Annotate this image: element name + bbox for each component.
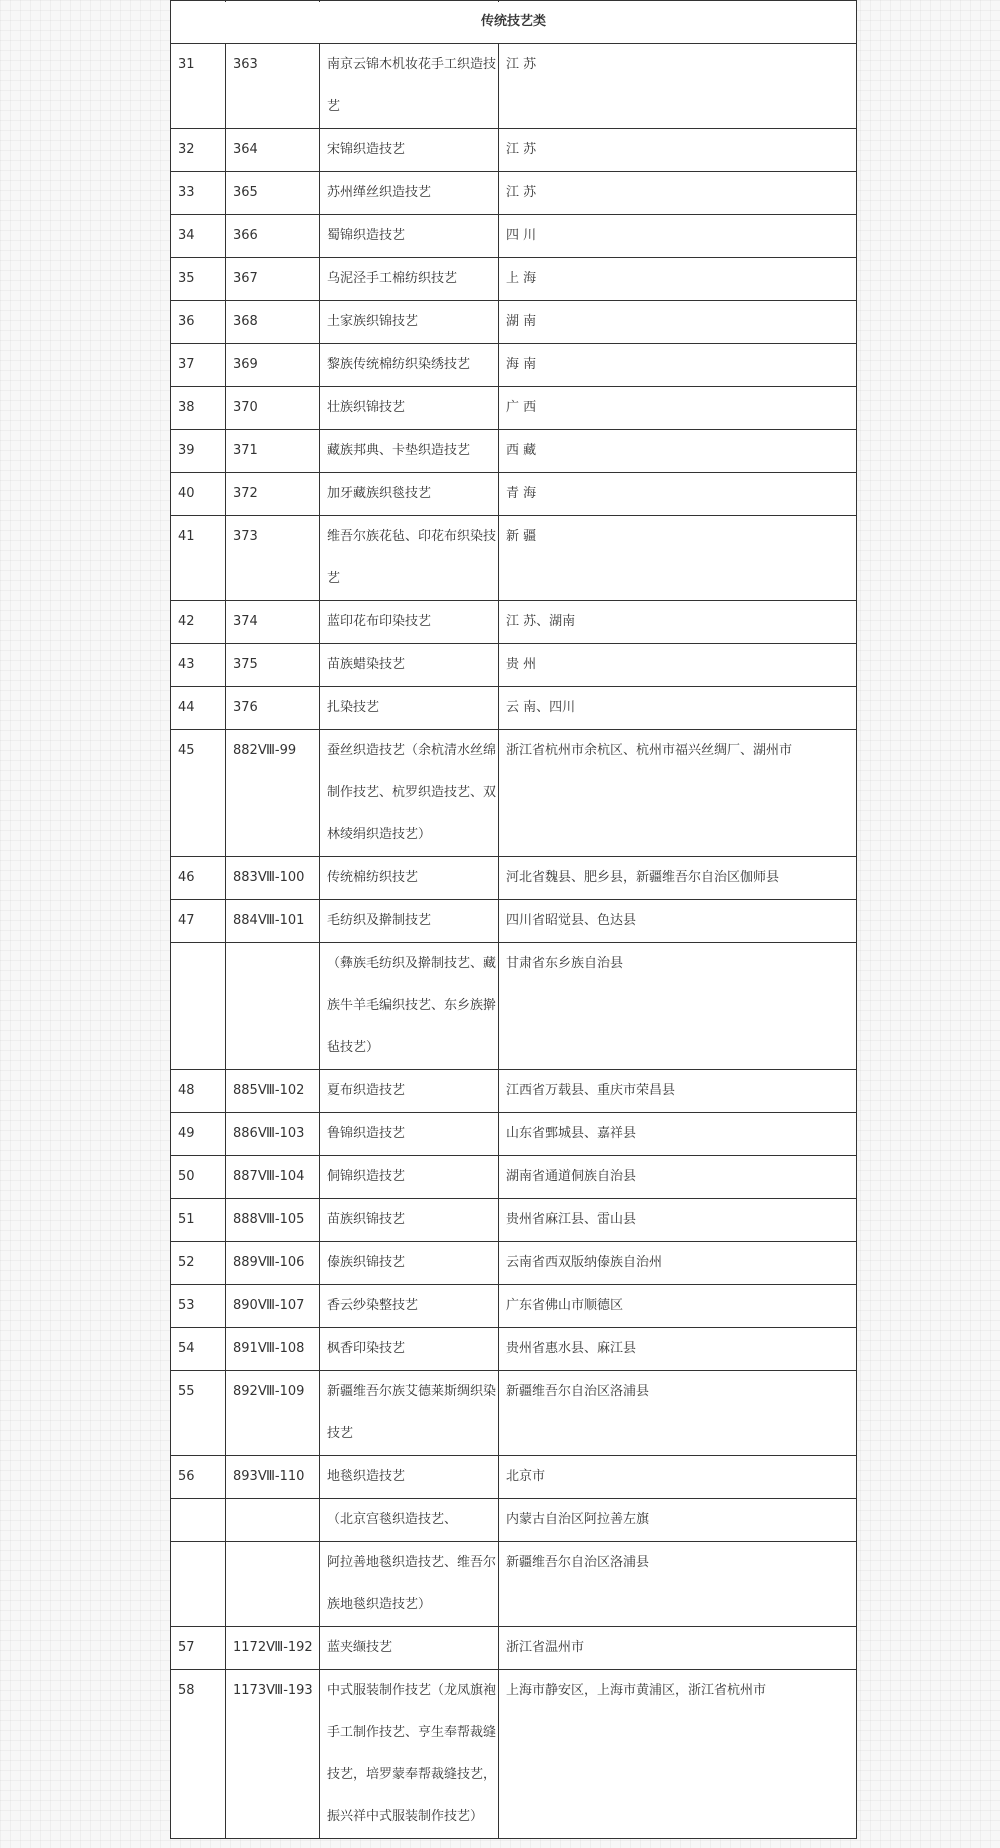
row-number-cell: 52 — [171, 1242, 226, 1285]
column-divider-stub — [498, 0, 499, 2]
table-row — [171, 1670, 857, 1839]
table-row — [171, 1627, 857, 1670]
table-row — [171, 687, 857, 730]
project-name-cell: 宋锦织造技艺 — [320, 129, 499, 172]
project-code-cell: 364 — [226, 129, 320, 172]
project-name-cell: 传统棉纺织技艺 — [320, 857, 499, 900]
table-row — [171, 1371, 857, 1456]
table-row — [171, 857, 857, 900]
table-row — [171, 943, 857, 1070]
region-cell: 广 西 — [499, 387, 857, 430]
row-number-cell: 44 — [171, 687, 226, 730]
row-number-cell: 48 — [171, 1070, 226, 1113]
project-name-cell: 黎族传统棉纺织染绣技艺 — [320, 344, 499, 387]
row-number-cell: 37 — [171, 344, 226, 387]
project-code-cell: 363 — [226, 44, 320, 129]
table-row — [171, 258, 857, 301]
row-number-cell: 51 — [171, 1199, 226, 1242]
project-code-cell: 890Ⅷ-107 — [226, 1285, 320, 1328]
region-cell: 贵州省麻江县、雷山县 — [499, 1199, 857, 1242]
region-cell: 内蒙古自治区阿拉善左旗 — [499, 1499, 857, 1542]
project-code-cell: 370 — [226, 387, 320, 430]
project-name-cell: 乌泥泾手工棉纺织技艺 — [320, 258, 499, 301]
project-name-cell: 藏族邦典、卡垫织造技艺 — [320, 430, 499, 473]
project-name-cell: 侗锦织造技艺 — [320, 1156, 499, 1199]
region-cell: 江 苏、湖南 — [499, 601, 857, 644]
row-number-cell: 34 — [171, 215, 226, 258]
project-code-cell: 375 — [226, 644, 320, 687]
project-code-cell: 888Ⅷ-105 — [226, 1199, 320, 1242]
table-row — [171, 1542, 857, 1627]
table-row — [171, 129, 857, 172]
row-number-cell: 40 — [171, 473, 226, 516]
region-cell: 山东省鄄城县、嘉祥县 — [499, 1113, 857, 1156]
row-number-cell: 33 — [171, 172, 226, 215]
project-name-cell: 枫香印染技艺 — [320, 1328, 499, 1371]
row-number-cell: 53 — [171, 1285, 226, 1328]
region-cell: 上 海 — [499, 258, 857, 301]
project-name-cell: 苗族织锦技艺 — [320, 1199, 499, 1242]
project-name-cell: 蓝夹缬技艺 — [320, 1627, 499, 1670]
project-name-cell: 维吾尔族花毡、印花布织染技艺 — [320, 516, 499, 601]
row-number-cell: 47 — [171, 900, 226, 943]
project-code-cell: 893Ⅷ-110 — [226, 1456, 320, 1499]
project-code-cell: 883Ⅷ-100 — [226, 857, 320, 900]
project-name-cell: 阿拉善地毯织造技艺、维吾尔族地毯织造技艺） — [320, 1542, 499, 1627]
row-number-cell: 43 — [171, 644, 226, 687]
table-row — [171, 1242, 857, 1285]
region-cell: 新 疆 — [499, 516, 857, 601]
table-row — [171, 1156, 857, 1199]
row-number-cell: 36 — [171, 301, 226, 344]
table-row — [171, 44, 857, 129]
row-number-cell: 42 — [171, 601, 226, 644]
region-cell: 江 苏 — [499, 129, 857, 172]
project-name-cell: 地毯织造技艺 — [320, 1456, 499, 1499]
region-cell: 甘肃省东乡族自治县 — [499, 943, 857, 1070]
table-row — [171, 387, 857, 430]
region-cell: 贵州省惠水县、麻江县 — [499, 1328, 857, 1371]
project-name-cell: 毛纺织及擀制技艺 — [320, 900, 499, 943]
project-code-cell: 887Ⅷ-104 — [226, 1156, 320, 1199]
row-number-cell: 45 — [171, 730, 226, 857]
project-name-cell: 蚕丝织造技艺（余杭清水丝绵制作技艺、杭罗织造技艺、双林绫绢织造技艺） — [320, 730, 499, 857]
project-name-cell: 中式服装制作技艺（龙凤旗袍手工制作技艺、亨生奉帮裁缝技艺，培罗蒙奉帮裁缝技艺，振兴祥中式服装制作技艺） — [320, 1670, 499, 1839]
row-number-cell: 57 — [171, 1627, 226, 1670]
project-code-cell: 372 — [226, 473, 320, 516]
region-cell: 四川省昭觉县、色达县 — [499, 900, 857, 943]
table-row — [171, 1285, 857, 1328]
project-name-cell: 壮族织锦技艺 — [320, 387, 499, 430]
table-row — [171, 1456, 857, 1499]
region-cell: 江 苏 — [499, 44, 857, 129]
row-number-cell: 41 — [171, 516, 226, 601]
row-number-cell: 46 — [171, 857, 226, 900]
row-number-cell: 49 — [171, 1113, 226, 1156]
project-code-cell — [226, 943, 320, 1070]
region-cell: 上海市静安区，上海市黄浦区，浙江省杭州市 — [499, 1670, 857, 1839]
row-number-cell: 55 — [171, 1371, 226, 1456]
region-cell: 湖 南 — [499, 301, 857, 344]
row-number-cell: 38 — [171, 387, 226, 430]
region-cell: 北京市 — [499, 1456, 857, 1499]
row-number-cell — [171, 1542, 226, 1627]
section-title-row — [171, 1, 857, 44]
project-code-cell: 1172Ⅷ-192 — [226, 1627, 320, 1670]
project-code-cell: 889Ⅷ-106 — [226, 1242, 320, 1285]
project-name-cell: （北京宫毯织造技艺、 — [320, 1499, 499, 1542]
project-code-cell: 368 — [226, 301, 320, 344]
project-name-cell: 加牙藏族织毯技艺 — [320, 473, 499, 516]
project-code-cell: 367 — [226, 258, 320, 301]
row-number-cell: 58 — [171, 1670, 226, 1839]
project-code-cell — [226, 1542, 320, 1627]
project-code-cell: 365 — [226, 172, 320, 215]
column-divider-stub — [225, 0, 226, 2]
region-cell: 青 海 — [499, 473, 857, 516]
region-cell: 海 南 — [499, 344, 857, 387]
project-code-cell: 885Ⅷ-102 — [226, 1070, 320, 1113]
table-row — [171, 730, 857, 857]
table-row — [171, 644, 857, 687]
row-number-cell: 31 — [171, 44, 226, 129]
region-cell: 云 南、四川 — [499, 687, 857, 730]
row-number-cell — [171, 943, 226, 1070]
region-cell: 云南省西双版纳傣族自治州 — [499, 1242, 857, 1285]
project-name-cell: 苏州缂丝织造技艺 — [320, 172, 499, 215]
table-row — [171, 1113, 857, 1156]
region-cell: 四 川 — [499, 215, 857, 258]
project-code-cell: 886Ⅷ-103 — [226, 1113, 320, 1156]
table-body — [171, 1, 857, 1839]
project-name-cell: 扎染技艺 — [320, 687, 499, 730]
heritage-table — [170, 0, 857, 1839]
table-row — [171, 430, 857, 473]
project-name-cell: 蓝印花布印染技艺 — [320, 601, 499, 644]
row-number-cell: 35 — [171, 258, 226, 301]
table-row — [171, 172, 857, 215]
project-code-cell: 371 — [226, 430, 320, 473]
table-row — [171, 516, 857, 601]
project-name-cell: （彝族毛纺织及擀制技艺、藏族牛羊毛编织技艺、东乡族擀毡技艺） — [320, 943, 499, 1070]
project-name-cell: 香云纱染整技艺 — [320, 1285, 499, 1328]
row-number-cell: 56 — [171, 1456, 226, 1499]
project-code-cell: 884Ⅷ-101 — [226, 900, 320, 943]
document-sheet — [170, 0, 856, 1839]
column-divider-stub — [319, 0, 320, 2]
project-name-cell: 傣族织锦技艺 — [320, 1242, 499, 1285]
region-cell: 浙江省杭州市余杭区、杭州市福兴丝绸厂、湖州市 — [499, 730, 857, 857]
project-code-cell: 882Ⅷ-99 — [226, 730, 320, 857]
table-row — [171, 1328, 857, 1371]
table-row — [171, 1070, 857, 1113]
project-name-cell: 苗族蜡染技艺 — [320, 644, 499, 687]
region-cell: 贵 州 — [499, 644, 857, 687]
project-code-cell: 376 — [226, 687, 320, 730]
project-code-cell: 892Ⅷ-109 — [226, 1371, 320, 1456]
project-code-cell: 1173Ⅷ-193 — [226, 1670, 320, 1839]
region-cell: 广东省佛山市顺德区 — [499, 1285, 857, 1328]
project-name-cell: 新疆维吾尔族艾德莱斯绸织染技艺 — [320, 1371, 499, 1456]
region-cell: 新疆维吾尔自治区洛浦县 — [499, 1371, 857, 1456]
project-name-cell: 蜀锦织造技艺 — [320, 215, 499, 258]
project-code-cell — [226, 1499, 320, 1542]
region-cell: 新疆维吾尔自治区洛浦县 — [499, 1542, 857, 1627]
project-code-cell: 369 — [226, 344, 320, 387]
table-row — [171, 301, 857, 344]
row-number-cell: 50 — [171, 1156, 226, 1199]
project-name-cell: 夏布织造技艺 — [320, 1070, 499, 1113]
region-cell: 湖南省通道侗族自治县 — [499, 1156, 857, 1199]
table-row — [171, 215, 857, 258]
table-row — [171, 1199, 857, 1242]
region-cell: 河北省魏县、肥乡县，新疆维吾尔自治区伽师县 — [499, 857, 857, 900]
row-number-cell: 54 — [171, 1328, 226, 1371]
project-code-cell: 373 — [226, 516, 320, 601]
table-row — [171, 473, 857, 516]
project-code-cell: 891Ⅷ-108 — [226, 1328, 320, 1371]
row-number-cell: 39 — [171, 430, 226, 473]
section-title: 传统技艺类 — [171, 1, 857, 44]
table-row — [171, 601, 857, 644]
project-name-cell: 鲁锦织造技艺 — [320, 1113, 499, 1156]
project-name-cell: 南京云锦木机妆花手工织造技艺 — [320, 44, 499, 129]
project-name-cell: 土家族织锦技艺 — [320, 301, 499, 344]
region-cell: 浙江省温州市 — [499, 1627, 857, 1670]
region-cell: 江西省万载县、重庆市荣昌县 — [499, 1070, 857, 1113]
table-row — [171, 1499, 857, 1542]
table-row — [171, 344, 857, 387]
region-cell: 江 苏 — [499, 172, 857, 215]
project-code-cell: 366 — [226, 215, 320, 258]
row-number-cell — [171, 1499, 226, 1542]
row-number-cell: 32 — [171, 129, 226, 172]
table-row — [171, 900, 857, 943]
region-cell: 西 藏 — [499, 430, 857, 473]
project-code-cell: 374 — [226, 601, 320, 644]
